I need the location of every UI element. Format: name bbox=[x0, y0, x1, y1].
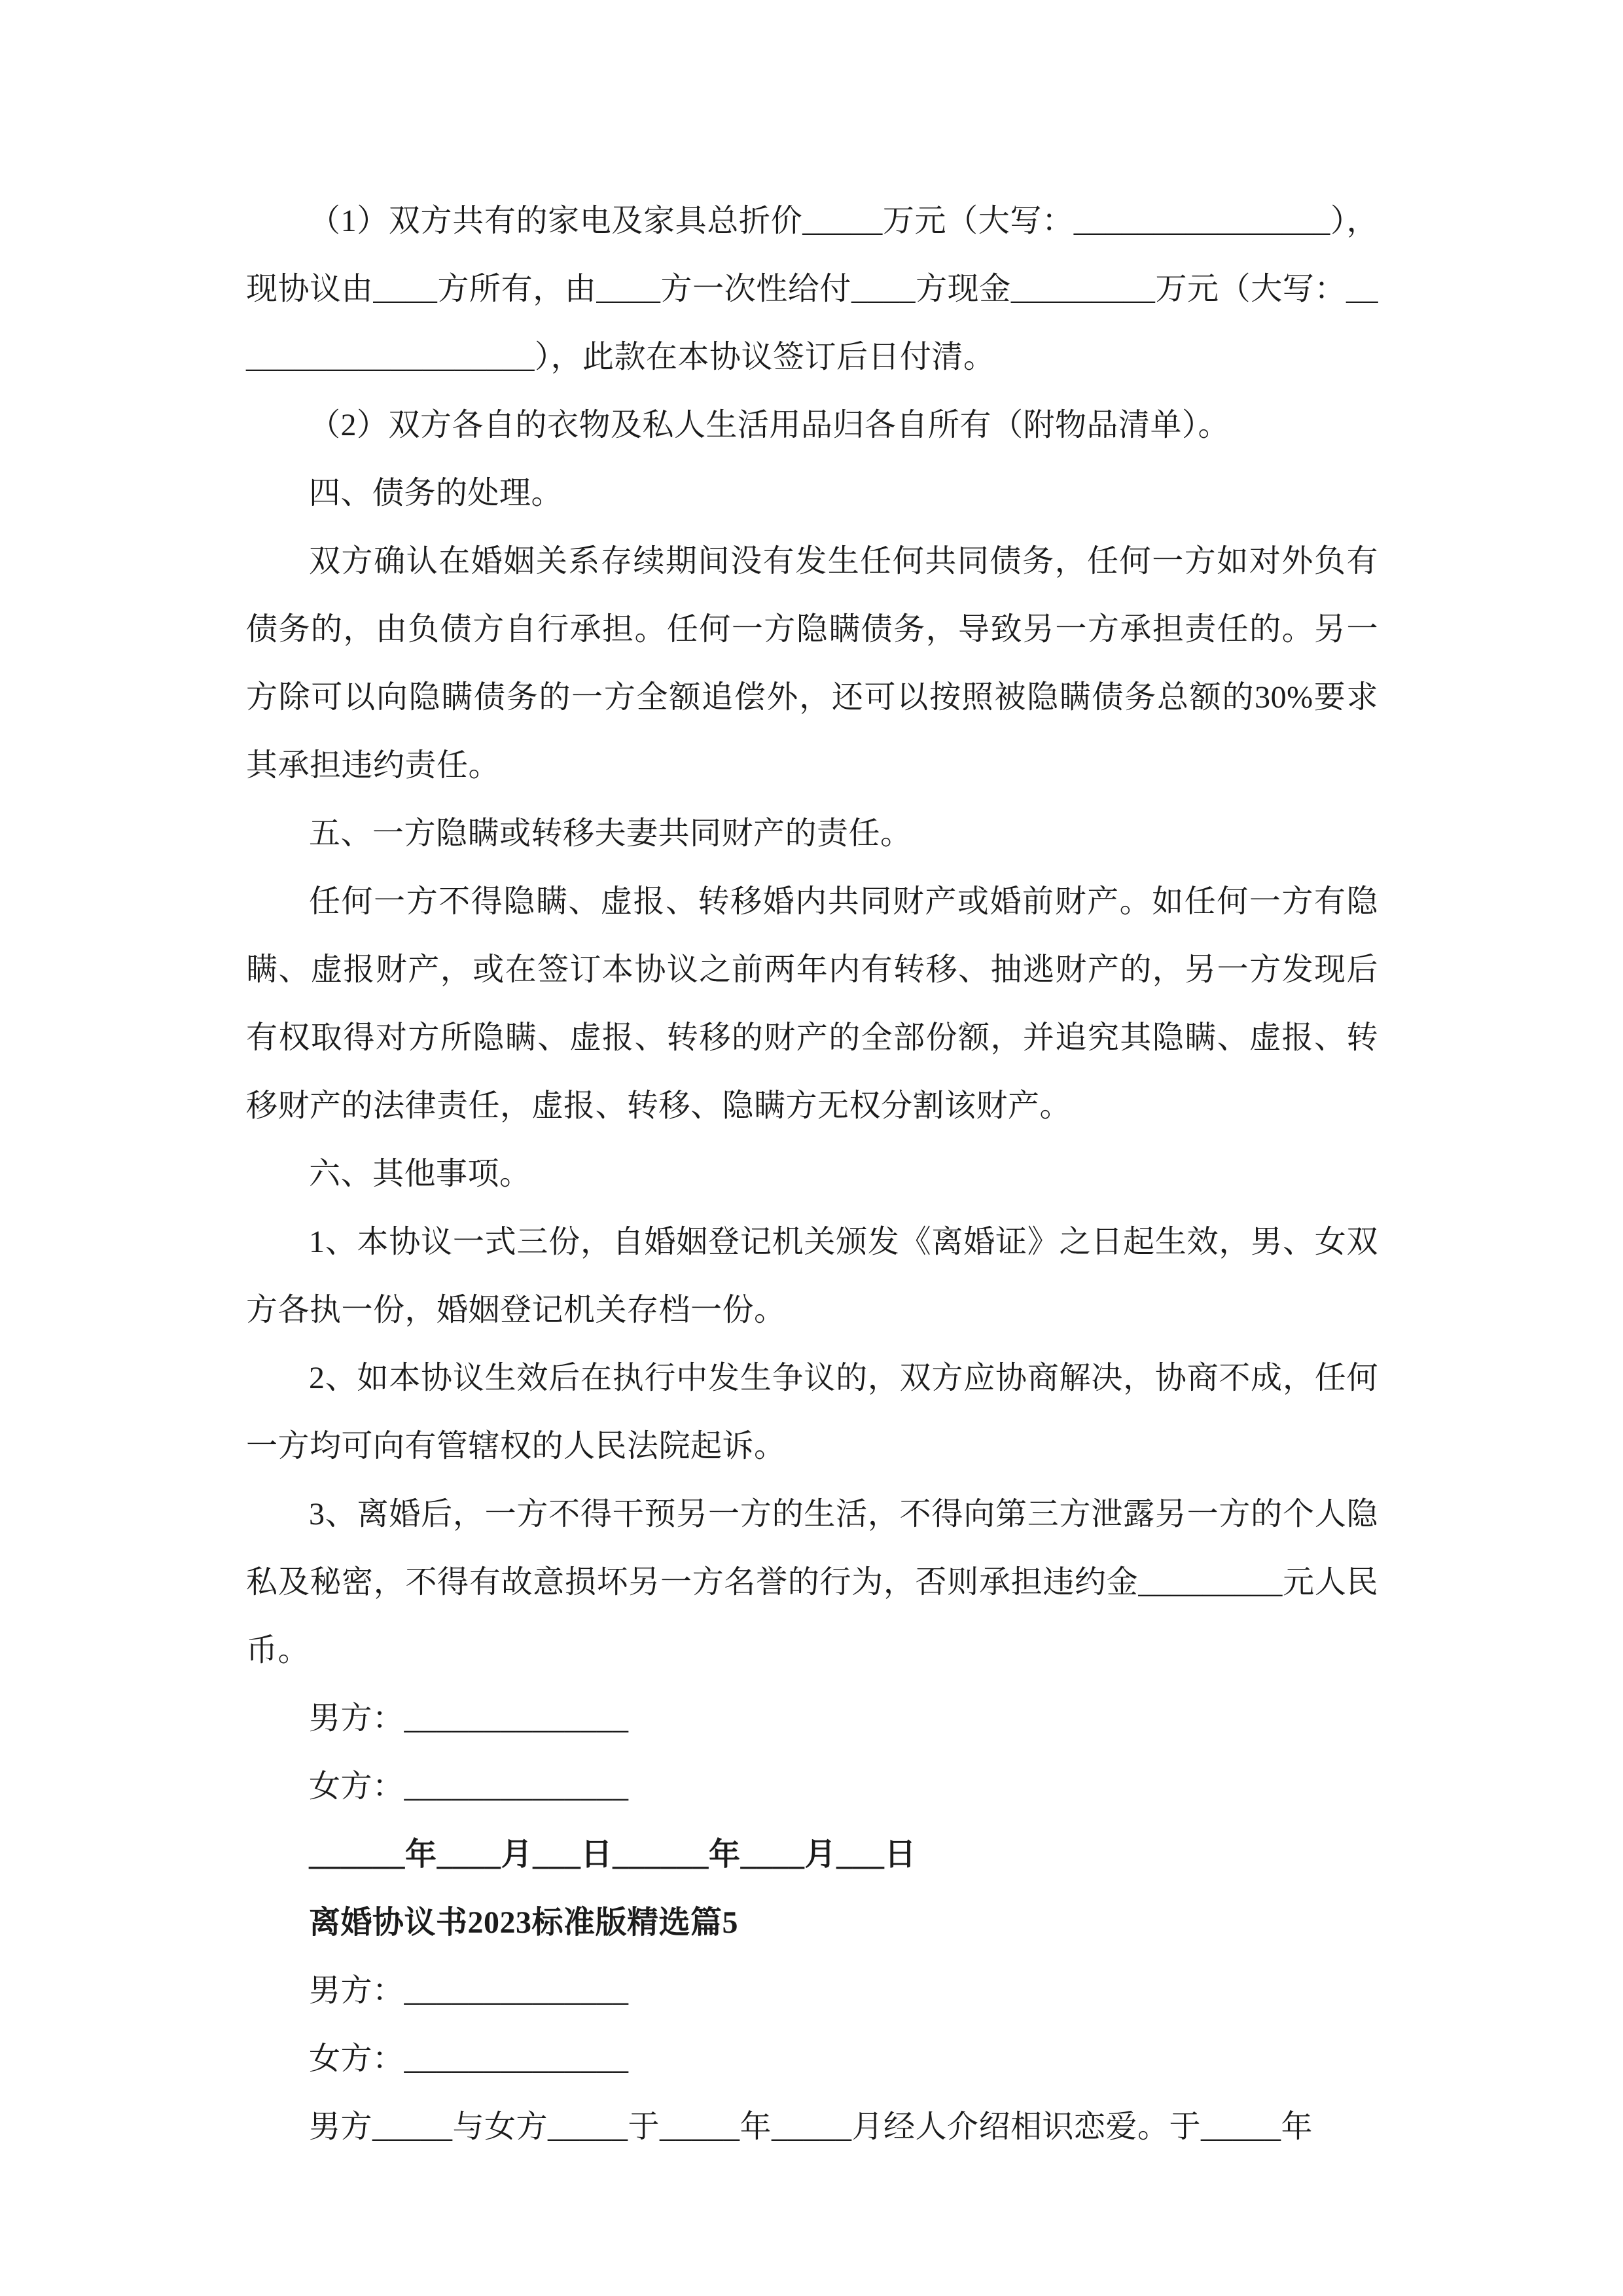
signature-line-wife: 女方：______________ bbox=[309, 1769, 629, 1804]
section-heading-other-matters: 六、其他事项。 bbox=[309, 1157, 531, 1191]
paragraph-other-1-copies: 1、本协议一式三份，自婚姻登记机关颁发《离婚证》之日起生效，男、女双方各执一份，婚姻登记机关存档一份。 bbox=[246, 1225, 1378, 1327]
section-heading-debt: 四、债务的处理。 bbox=[309, 476, 563, 511]
document-title-part-5: 离婚协议书2023标准版精选篇5 bbox=[309, 1905, 739, 1940]
document-body bbox=[246, 187, 1378, 2161]
signature-line-husband-2: 男方：______________ bbox=[309, 1973, 629, 2008]
paragraph-other-2-disputes: 2、如本协议生效后在执行中发生争议的，双方应协商解决，协商不成，任何一方均可向有管辖权的人民法院起诉。 bbox=[246, 1361, 1378, 1463]
paragraph-intro-meeting: 男方_____与女方_____于_____年_____月经人介绍相识恋爱。于_____年 bbox=[309, 2109, 1313, 2144]
paragraph-debt-handling: 双方确认在婚姻关系存续期间没有发生任何共同债务，任何一方如对外负有债务的，由负债方自行承担。任何一方隐瞒债务，导致另一方承担责任的。另一方除可以向隐瞒债务的一方全额追偿外，还可以按照被隐瞒债务总额的30%要求其承担违约责任。 bbox=[246, 544, 1378, 783]
signature-line-husband: 男方：______________ bbox=[309, 1701, 629, 1736]
paragraph-item-1-appliances: （1）双方共有的家电及家具总折价_____万元（大写：________________），现协议由____方所有，由____方一次性给付____方现金_________万元（大写：____________________），此款在本协议签订后日付清。 bbox=[246, 204, 1378, 374]
paragraph-item-2-personal-items: （2）双方各自的衣物及私人生活用品归各自所有（附物品清单）。 bbox=[309, 408, 1230, 442]
section-heading-hidden-property: 五、一方隐瞒或转移夫妻共同财产的责任。 bbox=[309, 816, 912, 851]
date-line: ______年____月___日______年____月___日 bbox=[309, 1837, 917, 1872]
signature-line-wife-2: 女方：______________ bbox=[309, 2041, 629, 2076]
paragraph-other-3-privacy: 3、离婚后，一方不得干预另一方的生活，不得向第三方泄露另一方的个人隐私及秘密，不得有故意损坏另一方名誉的行为，否则承担违约金_________元人民币。 bbox=[246, 1497, 1378, 1668]
paragraph-hidden-property: 任何一方不得隐瞒、虚报、转移婚内共同财产或婚前财产。如任何一方有隐瞒、虚报财产，或在签订本协议之前两年内有转移、抽逃财产的，另一方发现后有权取得对方所隐瞒、虚报、转移的财产的全部份额，并追究其隐瞒、虚报、转移财产的法律责任，虚报、转移、隐瞒方无权分割该财产。 bbox=[246, 884, 1378, 1123]
